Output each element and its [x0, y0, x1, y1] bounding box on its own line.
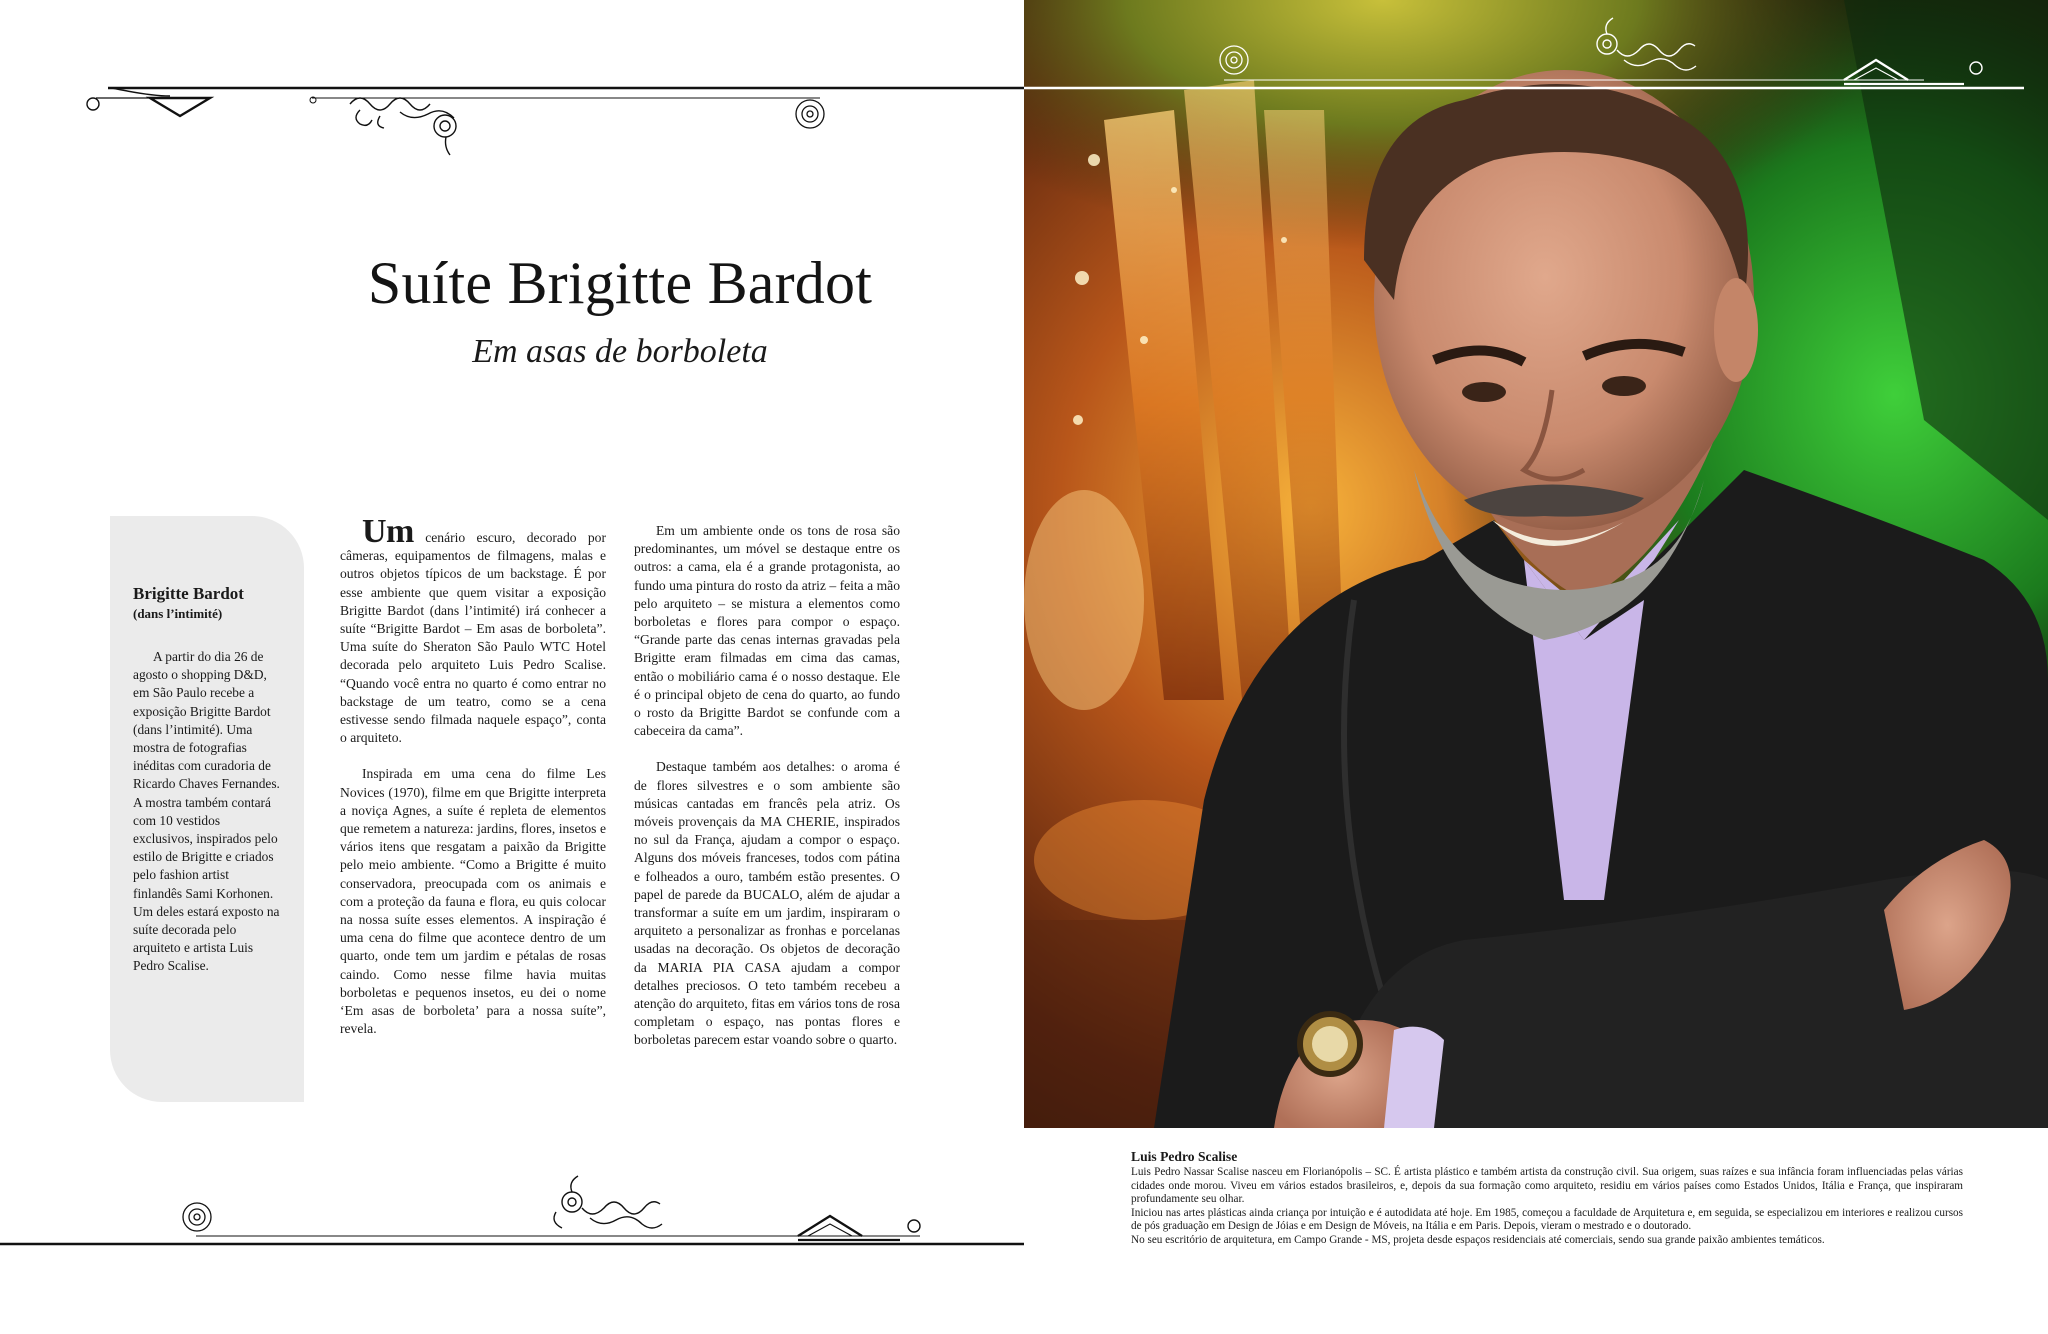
caption-body [1131, 1166, 1963, 1248]
caption-paragraph-2: Iniciou nas artes plásticas ainda criança por intuição e é autodidata até hoje. Em 1985, começou a faculdade de Arquitetura e, em seguida, se especializou em interiores e realizou cursos de pós graduação em Design de Jóias e em Design de Móveis, na Itália e em Paris. Depois, vieram o mestrado e o doutorado. [1131, 1206, 1963, 1233]
article-column-1 [340, 513, 606, 1038]
drop-cap: Um [362, 513, 414, 550]
caption-paragraph-3: No seu escritório de arquitetura, em Campo Grande - MS, projeta desde espaços residenciais até comerciais, sendo sua grande paixão ambientes temáticos. [1131, 1233, 1825, 1246]
column-1-paragraph-1 [340, 513, 606, 747]
page-subtitle: Em asas de borboleta [472, 333, 768, 370]
top-ornament-right [1024, 0, 2048, 110]
caption-name: Luis Pedro Scalise [1131, 1149, 1238, 1164]
column-2-paragraph-2: Destaque também aos detalhes: o aroma é de flores silvestres e o som ambiente são músicas cantadas em francês pela atriz. Os móveis provençais da MA CHERIE, inspirados no sul da França, ajudam a compor o espaço. Alguns dos móveis franceses, todos com pátina e folheados a ouro, também estão presentes. O papel de parede da BUCALO, além de ajudar a transformar a suíte em um jardim, inspiraram o arquiteto a personalizar as fronhas e porcelanas usadas na decoração. Os objetos de decoração da MARIA PIA CASA ajudam a compor detalhes preciosos. O teto também recebeu a atenção do arquiteto, fitas em vários tons de rosa completam o espaço, nas pontas flores e borboletas parecem estar voando sobre o quarto. [634, 759, 900, 1048]
caption-paragraph-1: Luis Pedro Nassar Scalise nasceu em Florianópolis – SC. É artista plástico e também artista da construção civil. Sua origem, suas raízes e sua infância foram influenciadas pelas várias cidades onde morou. Viveu em vários estados brasileiros, e, depois da sua formação como arquiteto, residiu em vários países como Estados Unidos, Itália e França, que inspiraram profundamente seu olhar. [1131, 1166, 1963, 1206]
portrait-photo [1024, 0, 2048, 1128]
column-1-paragraph-1-text: cenário escuro, decorado por câmeras, equipamentos de filmagens, malas e outros objetos típicos de um backstage. É por esse ambiente que quem visitar a exposição Brigitte Bardot (dans l’intimité) irá conhecer a suíte “Brigitte Bardot – Em asas de borboleta”. Uma suíte do Sheraton São Paulo WTC Hotel decorada pelo arquiteto Luis Pedro Scalise. “Quando você entra no quarto é como entrar no backstage de um teatro, como se a cena estivesse sendo filmada naquele espaço”, conta o arquiteto. [340, 530, 606, 746]
column-1-paragraph-2: Inspirada em uma cena do filme Les Novices (1970), filme em que Brigitte interpreta a noviça Agnes, a suíte é repleta de elementos que remetem a natureza: jardins, flores, insetos e vários itens que resgatam a paixão da Brigitte pelo meio ambiente. “Como a Brigitte é muito conservadora, preocupada com os animais e com a proteção da fauna e flora, eu quis colocar na nossa suíte esses elementos. A inspiração é uma cena do filme que acontece dentro de um quarto, onde tem um jardim e pétalas de rosas caindo. Como nesse filme havia muitas borboletas e pequenos insetos, eu dei o nome ‘Em asas de borboleta’ para a nossa suíte”, revela. [340, 766, 606, 1037]
top-ornament-left [0, 0, 1024, 170]
article-column-2 [634, 522, 900, 1050]
sidebar-title: Brigitte Bardot [133, 584, 244, 603]
column-2-paragraph-1: Em um ambiente onde os tons de rosa são predominantes, um móvel se destaque entre os outros: a cama, ela é a grande protagonista, ao fundo uma pintura do rosto da atriz – feita a mão pelo arquiteto – se mistura a elementos como borboletas e flores para compor o espaço. “Grande parte das cenas internas gravadas pela Brigitte eram filmadas em cima das camas, então o mobiliário cama é o nosso destaque. Ele é o principal objeto de cena do quarto, ao fundo o rosto da Brigitte Bardot se confunde com a cabeceira da cama”. [634, 523, 900, 739]
bottom-ornament-left [0, 1160, 1024, 1260]
sidebar-body: A partir do dia 26 de agosto o shopping D&D, em São Paulo recebe a exposição Brigitte Bardot (dans l’intimité). Uma mostra de fotografias inéditas com curadoria de Ricardo Chaves Fernandes. A mostra também contará com 10 vestidos exclusivos, inspirados pelo estilo de Brigitte e criados pelo fashion artist finlandês Sami Korhonen. Um deles estará exposto na suíte decorada pelo arquiteto e artista Luis Pedro Scalise. [133, 649, 280, 974]
page-title: Suíte Brigitte Bardot [367, 250, 873, 316]
sidebar-subtitle: (dans l’intimité) [133, 606, 223, 621]
